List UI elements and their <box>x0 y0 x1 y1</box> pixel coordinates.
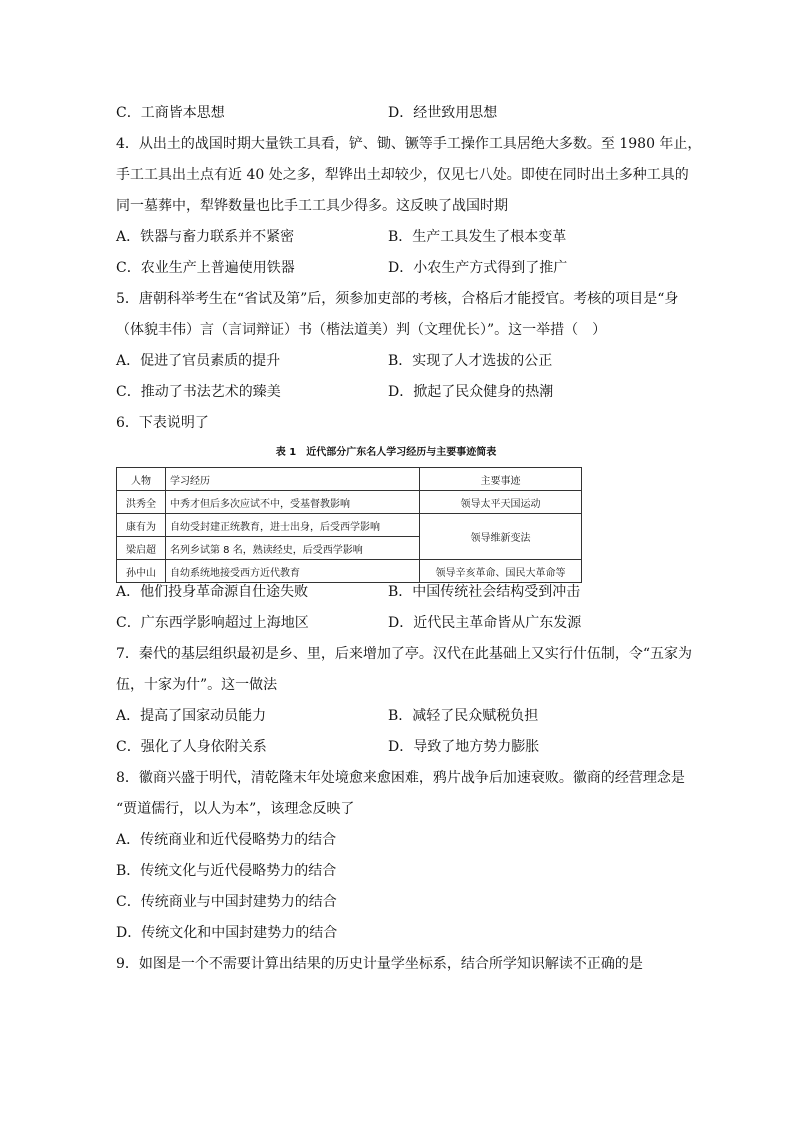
header-person: 人物 <box>117 468 166 491</box>
option-d[interactable]: D．传统文化和中国封建势力的结合 <box>116 925 338 941</box>
question-stem-line: 7．秦代的基层组织最初是乡、里，后来增加了亭。汉代在此基础上又实行什伍制，令“五家为 <box>116 646 693 662</box>
options-row <box>116 732 686 763</box>
figures-table <box>116 467 582 583</box>
cell-name: 康有为 <box>117 514 166 537</box>
question-7 <box>116 639 693 763</box>
option-b[interactable]: B．实现了人才选拔的公正 <box>388 353 553 369</box>
option-a[interactable]: A．提高了国家动员能力 <box>116 708 267 724</box>
table-caption: 表 1 近代部分广东名人学习经历与主要事迹简表 <box>275 447 497 458</box>
table-row <box>117 491 582 514</box>
cell-name: 孙中山 <box>117 560 166 583</box>
question-6 <box>116 408 686 639</box>
options-row <box>116 701 686 732</box>
option-a[interactable]: A．传统商业和近代侵略势力的结合 <box>116 832 337 848</box>
header-experience: 学习经历 <box>166 468 420 491</box>
cell-experience: 中秀才但后多次应试不中，受基督教影响 <box>166 491 420 514</box>
options-row <box>116 608 686 639</box>
cell-deed: 领导太平天国运动 <box>420 491 582 514</box>
option-c[interactable]: C．强化了人身依附关系 <box>116 739 267 755</box>
q3-options <box>116 98 686 129</box>
option-b[interactable]: B．生产工具发生了根本变革 <box>388 229 567 245</box>
option-c[interactable]: C．农业生产上普遍使用铁器 <box>116 260 295 276</box>
question-stem-line: 6．下表说明了 <box>116 415 209 431</box>
option-a[interactable]: A．铁器与畜力联系并不紧密 <box>116 229 295 245</box>
question-stem-line: 5．唐朝科举考生在“省试及第”后，须参加吏部的考核，合格后才能授官。考核的项目是“身 <box>116 291 679 307</box>
cell-name: 梁启超 <box>117 537 166 560</box>
option-d[interactable]: D．近代民主革命皆从广东发源 <box>388 615 582 631</box>
cell-experience: 自幼系统地接受西方近代教育 <box>166 560 420 583</box>
question-8 <box>116 763 686 949</box>
table-row <box>117 514 582 537</box>
option-c[interactable]: C．推动了书法艺术的臻美 <box>116 384 281 400</box>
options-row <box>116 222 686 253</box>
option-a[interactable]: A．促进了官员素质的提升 <box>116 353 281 369</box>
option-d[interactable]: D．经世致用思想 <box>388 105 498 121</box>
question-stem-line: “贾道儒行，以人为本”，该理念反映了 <box>116 801 355 817</box>
option-c[interactable]: C．广东西学影响超过上海地区 <box>116 615 309 631</box>
table-header-row <box>117 468 582 491</box>
question-stem-line: 伍，十家为什”。这一做法 <box>116 677 278 693</box>
option-b[interactable]: B．中国传统社会结构受到冲击 <box>388 584 581 600</box>
header-deeds: 主要事迹 <box>420 468 582 491</box>
question-4 <box>116 129 702 284</box>
question-stem-line: （体貌丰伟）言（言词辩证）书（楷法道美）判（文理优长）”。这一举措（ ） <box>116 322 607 338</box>
question-stem-line: 9．如图是一个不需要计算出结果的历史计量学坐标系，结合所学知识解读不正确的是 <box>116 956 643 972</box>
options-row <box>116 253 686 284</box>
option-c[interactable]: C．传统商业与中国封建势力的结合 <box>116 894 337 910</box>
option-b[interactable]: B．减轻了民众赋税负担 <box>388 708 539 724</box>
cell-deed: 领导维新变法 <box>420 514 582 560</box>
option-d[interactable]: D．掀起了民众健身的热潮 <box>388 384 554 400</box>
option-d[interactable]: D．小农生产方式得到了推广 <box>388 260 568 276</box>
options-row <box>116 346 686 377</box>
cell-experience: 自幼受封建正统教育，进士出身，后受西学影响 <box>166 514 420 537</box>
table-wrapper <box>116 467 686 577</box>
question-stem-line: 4．从出土的战国时期大量铁工具看，铲、锄、镢等手工操作工具居绝大多数。至 1980 年止， <box>116 136 702 152</box>
question-stem-line: 8．徽商兴盛于明代，清乾隆末年处境愈来愈困难，鸦片战争后加速衰败。徽商的经营理念是 <box>116 770 685 786</box>
option-b[interactable]: B．传统文化与近代侵略势力的结合 <box>116 863 337 879</box>
cell-deed: 领导辛亥革命、国民大革命等 <box>420 560 582 583</box>
option-a[interactable]: A．他们投身革命源自仕途失败 <box>116 584 309 600</box>
options-row <box>116 377 686 408</box>
cell-experience: 名列乡试第 8 名，熟读经史，后受西学影响 <box>166 537 420 560</box>
question-9 <box>116 949 686 980</box>
exam-page <box>116 98 702 980</box>
question-stem-line: 同一墓葬中，犁铧数量也比手工工具少得多。这反映了战国时期 <box>116 198 508 214</box>
option-c[interactable]: C．工商皆本思想 <box>116 105 225 121</box>
options-row <box>116 577 686 608</box>
cell-name: 洪秀全 <box>117 491 166 514</box>
option-d[interactable]: D．导致了地方势力膨胀 <box>388 739 540 755</box>
question-5 <box>116 284 686 408</box>
question-stem-line: 手工工具出土点有近 40 处之多，犁铧出土却较少，仅见七八处。即使在同时出土多种工具的 <box>116 167 689 183</box>
